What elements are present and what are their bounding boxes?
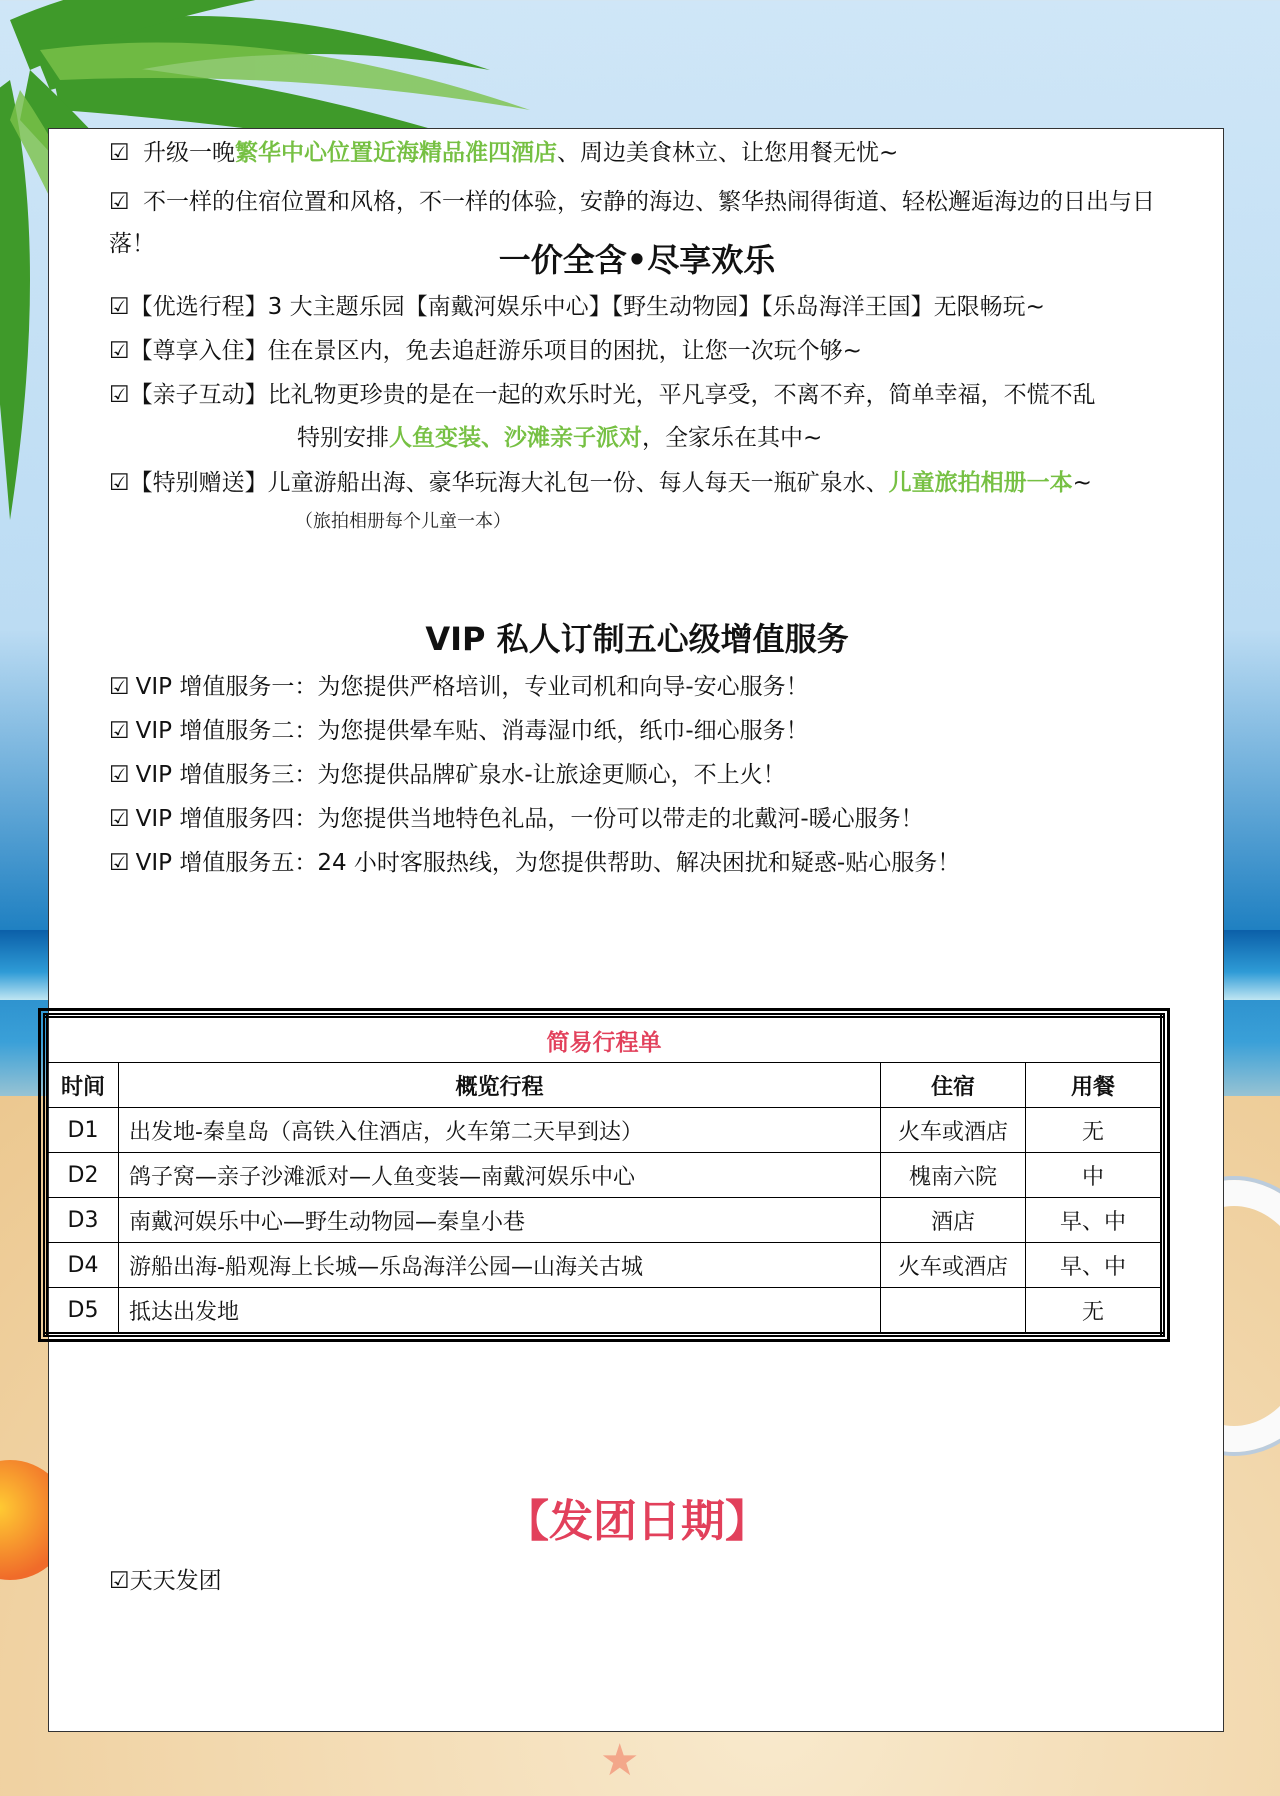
vip-item-3: ☑ VIP 增值服务三：为您提供品牌矿泉水-让旅途更顺心，不上火！ [109, 759, 786, 791]
row-meals: 无 [1026, 1288, 1163, 1335]
vip-item-5: ☑ VIP 增值服务五：24 小时客服热线，为您提供帮助、解决困扰和疑惑-贴心服务！ [109, 847, 960, 879]
row-meals: 中 [1026, 1153, 1163, 1198]
gift-note: （旅拍相册每个儿童一本） [295, 511, 511, 532]
row-day: D5 [46, 1288, 119, 1335]
checkbox-icon: ☑ [109, 338, 130, 364]
all-inclusive-item-3-line2: 特别安排人鱼变装、沙滩亲子派对，全家乐在其中~ [297, 425, 823, 451]
table-row [46, 1198, 1163, 1243]
row-day: D4 [46, 1243, 119, 1288]
starfish-decoration: ★ [600, 1735, 640, 1786]
header-meals: 用餐 [1026, 1063, 1163, 1108]
row-route: 游船出海-船观海上长城—乐岛海洋公园—山海关古城 [119, 1243, 881, 1288]
row-lodging: 槐南六院 [881, 1153, 1026, 1198]
row-day: D2 [46, 1153, 119, 1198]
row-route: 鸽子窝—亲子沙滩派对—人鱼变装—南戴河娱乐中心 [119, 1153, 881, 1198]
itinerary-table [43, 1013, 1165, 1337]
table-row [46, 1108, 1163, 1153]
checkbox-icon: ☑ [109, 382, 130, 408]
row-lodging [881, 1288, 1026, 1335]
vip-title: VIP 私人订制五心级增值服务 [425, 620, 849, 658]
row-lodging: 火车或酒店 [881, 1108, 1026, 1153]
table-row [46, 1243, 1163, 1288]
all-inclusive-item-4: ☑【特别赠送】儿童游船出海、豪华玩海大礼包一份、每人每天一瓶矿泉水、儿童旅拍相册一本~ [109, 470, 1092, 496]
checkbox-icon: ☑ [109, 470, 130, 496]
header-overview: 概览行程 [119, 1063, 881, 1108]
row-meals: 无 [1026, 1108, 1163, 1153]
all-inclusive-item-2: ☑【尊享入住】住在景区内，免去追赶游乐项目的困扰，让您一次玩个够~ [109, 338, 862, 364]
row-meals: 早、中 [1026, 1198, 1163, 1243]
all-inclusive-item-1: ☑【优选行程】3 大主题乐园【南戴河娱乐中心】【野生动物园】【乐岛海洋王国】无限畅玩~ [109, 294, 1045, 320]
content-page [48, 128, 1224, 1732]
row-day: D1 [46, 1108, 119, 1153]
checkbox-icon: ☑ [109, 189, 130, 215]
table-row [46, 1288, 1163, 1335]
upgrade-item-2: ☑ 不一样的住宿位置和风格，不一样的体验，安静的海边、繁华热闹得街道、轻松邂逅海边的日出与日落！ [109, 181, 1169, 265]
row-meals: 早、中 [1026, 1243, 1163, 1288]
vip-item-1: ☑ VIP 增值服务一：为您提供严格培训，专业司机和向导-安心服务！ [109, 671, 809, 703]
checkbox-icon: ☑ [109, 1568, 130, 1594]
all-inclusive-title: 一价全含•尽享欢乐 [498, 241, 776, 279]
vip-item-4: ☑ VIP 增值服务四：为您提供当地特色礼品，一份可以带走的北戴河-暖心服务！ [109, 803, 924, 835]
checkbox-icon: ☑ [109, 718, 130, 744]
row-route: 出发地-秦皇岛（高铁入住酒店，火车第二天早到达） [119, 1108, 881, 1153]
checkbox-icon: ☑ [109, 674, 130, 700]
checkbox-icon: ☑ [109, 762, 130, 788]
departure-title: 【发团日期】 [505, 1496, 769, 1547]
header-time: 时间 [46, 1063, 119, 1108]
checkbox-icon: ☑ [109, 850, 130, 876]
header-lodging: 住宿 [881, 1063, 1026, 1108]
row-route: 抵达出发地 [119, 1288, 881, 1335]
itinerary-title: 简易行程单 [46, 1016, 1163, 1063]
departure-item: ☑天天发团 [109, 1568, 222, 1594]
checkbox-icon: ☑ [109, 806, 130, 832]
row-route: 南戴河娱乐中心—野生动物园—秦皇小巷 [119, 1198, 881, 1243]
upgrade-item-1: ☑ 升级一晚繁华中心位置近海精品准四酒店、周边美食林立、让您用餐无忧~ [109, 137, 898, 169]
checkbox-icon: ☑ [109, 140, 130, 166]
table-row [46, 1153, 1163, 1198]
checkbox-icon: ☑ [109, 294, 130, 320]
all-inclusive-item-3: ☑【亲子互动】比礼物更珍贵的是在一起的欢乐时光，平凡享受，不离不弃，简单幸福，不慌不乱 [109, 382, 1096, 408]
row-day: D3 [46, 1198, 119, 1243]
vip-item-2: ☑ VIP 增值服务二：为您提供晕车贴、消毒湿巾纸，纸巾-细心服务！ [109, 715, 809, 747]
row-lodging: 酒店 [881, 1198, 1026, 1243]
row-lodging: 火车或酒店 [881, 1243, 1026, 1288]
